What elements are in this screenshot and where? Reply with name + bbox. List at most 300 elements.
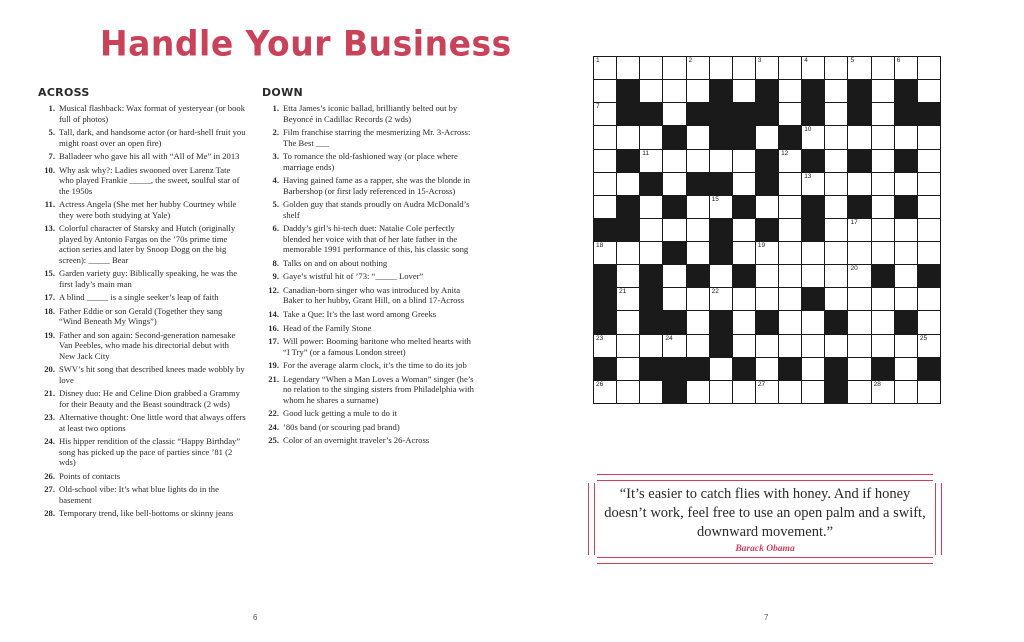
grid-cell[interactable] [640, 150, 662, 172]
clue-number: 11. [44, 199, 55, 210]
clue-number: 4. [272, 175, 279, 186]
grid-cell[interactable] [687, 80, 709, 102]
grid-cell[interactable] [617, 126, 639, 148]
quote-text: “It’s easier to catch flies with honey. And if honey doesn’t work, feel free to use an open palm and a swift, downward movement.” [604, 486, 926, 540]
grid-cell[interactable] [895, 173, 917, 195]
grid-cell[interactable] [895, 358, 917, 380]
grid-cell[interactable] [710, 57, 732, 79]
grid-cell[interactable] [848, 57, 870, 79]
grid-cell[interactable] [802, 265, 824, 287]
black-square [825, 381, 847, 403]
clue-text: Old-school vibe: It’s what blue lights do in the basement [59, 484, 219, 505]
grid-cell[interactable] [848, 311, 870, 333]
across-clue [38, 364, 246, 385]
across-clue [38, 127, 246, 148]
clue-number: 23. [44, 412, 55, 423]
across-heading: ACROSS [38, 86, 90, 99]
across-clue [38, 165, 246, 196]
grid-cell[interactable] [710, 381, 732, 403]
cell-number: 13 [804, 172, 812, 180]
grid-cell[interactable] [779, 173, 801, 195]
grid-cell[interactable] [733, 219, 755, 241]
grid-cell[interactable] [802, 242, 824, 264]
cell-number: 19 [757, 242, 766, 250]
across-list [38, 103, 246, 518]
clue-number: 17. [268, 336, 279, 347]
grid-cell[interactable] [872, 196, 894, 218]
black-square [848, 103, 870, 125]
grid-cell[interactable] [617, 335, 639, 357]
grid-cell[interactable] [895, 381, 917, 403]
down-clues [262, 88, 474, 449]
clue-text: Daddy’s girl’s hi-tech duet: Natalie Cole perfectly blended her voice with that of her late father in the memorable 1991 performance of this, his classic song [283, 223, 469, 255]
clue-number: 5. [272, 199, 279, 210]
black-square [710, 103, 732, 125]
black-square [802, 103, 824, 125]
black-square [779, 126, 801, 148]
black-square [710, 311, 732, 333]
grid-cell[interactable] [779, 57, 801, 79]
grid-cell[interactable] [733, 57, 755, 79]
cell-number: 26 [596, 380, 604, 388]
clue-text: Father and son again: Second-generation namesake Van Peebles, who made his directorial debut with New Jack City [59, 329, 236, 361]
grid-cell[interactable] [918, 311, 940, 333]
grid-cell[interactable] [825, 126, 847, 148]
clue-text: Musical flashback: Wax format of yesteryear (or book full of photos) [59, 103, 245, 124]
grid-cell[interactable] [848, 173, 870, 195]
grid-cell[interactable] [710, 150, 732, 172]
grid-cell[interactable] [756, 57, 778, 79]
down-clue [262, 151, 474, 172]
grid-cell[interactable] [848, 358, 870, 380]
grid-cell[interactable] [779, 196, 801, 218]
black-square [687, 103, 709, 125]
black-square [663, 311, 685, 333]
black-square [848, 80, 870, 102]
grid-cell[interactable] [594, 335, 616, 357]
grid-cell[interactable] [594, 242, 616, 264]
clue-text: Canadian-born singer who was introduced by Anita Baker to her hubby, Grant Hill, on a blind 17-Across [283, 285, 465, 306]
grid-cell[interactable] [663, 57, 685, 79]
clue-number: 24. [268, 421, 279, 432]
clue-number: 1. [272, 103, 279, 114]
grid-cell[interactable] [779, 311, 801, 333]
grid-cell[interactable] [895, 288, 917, 310]
black-square [594, 358, 616, 380]
grid-cell[interactable] [640, 196, 662, 218]
grid-cell[interactable] [710, 265, 732, 287]
grid-cell[interactable] [825, 80, 847, 102]
grid-cell[interactable] [756, 265, 778, 287]
grid-cell[interactable] [756, 335, 778, 357]
grid-cell[interactable] [687, 311, 709, 333]
black-square [756, 219, 778, 241]
grid-cell[interactable] [756, 288, 778, 310]
clue-text: Temporary trend, like bell-bottoms or skinny jeans [59, 508, 234, 519]
grid-cell[interactable] [687, 126, 709, 148]
grid-cell[interactable] [687, 335, 709, 357]
grid-cell[interactable] [687, 150, 709, 172]
black-square [895, 196, 917, 218]
grid-cell[interactable] [617, 173, 639, 195]
grid-cell[interactable] [872, 335, 894, 357]
grid-cell[interactable] [617, 381, 639, 403]
grid-cell[interactable] [663, 335, 685, 357]
clue-text: Etta James’s iconic ballad, brilliantly belted out by Beyoncé in Cadillac Records (2 wds) [283, 103, 458, 124]
black-square [663, 126, 685, 148]
clue-text: Actress Angela (She met her hubby Courtney while they were both studying at Yale) [59, 199, 237, 220]
black-square [802, 196, 824, 218]
grid-cell[interactable] [918, 288, 940, 310]
grid-cell[interactable] [733, 242, 755, 264]
black-square [640, 265, 662, 287]
grid-cell[interactable] [594, 196, 616, 218]
grid-cell[interactable] [895, 126, 917, 148]
grid-cell[interactable] [733, 150, 755, 172]
grid-cell[interactable] [687, 57, 709, 79]
black-square [756, 311, 778, 333]
grid-cell[interactable] [733, 288, 755, 310]
grid-cell[interactable] [802, 358, 824, 380]
black-square [687, 265, 709, 287]
grid-cell[interactable] [825, 335, 847, 357]
grid-cell[interactable] [872, 150, 894, 172]
grid-cell[interactable] [872, 242, 894, 264]
grid-cell[interactable] [825, 288, 847, 310]
clue-number: 24. [44, 436, 55, 447]
grid-cell[interactable] [918, 173, 940, 195]
grid-cell[interactable] [663, 288, 685, 310]
clue-text: Disney duo: He and Celine Dion grabbed a Grammy for their Beauty and the Beast soundtrack (2 wds) [59, 388, 240, 409]
grid-cell[interactable] [918, 57, 940, 79]
grid-cell[interactable] [779, 219, 801, 241]
black-square [733, 358, 755, 380]
clue-number: 3. [272, 151, 279, 162]
clue-number: 26. [44, 470, 55, 481]
clue-number: 6. [272, 223, 279, 234]
clue-text: To romance the old-fashioned way (or place where marriage ends) [283, 151, 458, 172]
clue-text: Film franchise starring the mesmerizing Mr. 3-Across: The Best ___ [283, 127, 471, 148]
black-square [872, 265, 894, 287]
grid-cell[interactable] [802, 57, 824, 79]
down-heading: DOWN [262, 86, 304, 99]
grid-cell[interactable] [918, 196, 940, 218]
black-square [663, 242, 685, 264]
cell-number: 28 [873, 380, 881, 388]
grid-cell[interactable] [872, 126, 894, 148]
cell-number: 12 [781, 149, 789, 157]
across-clue [38, 484, 246, 505]
grid-cell[interactable] [872, 381, 894, 403]
grid-cell[interactable] [594, 173, 616, 195]
grid-cell[interactable] [640, 126, 662, 148]
grid-cell[interactable] [663, 219, 685, 241]
down-clue [262, 374, 474, 405]
grid-cell[interactable] [918, 80, 940, 102]
clue-text: Colorful character of Starsky and Hutch (originally played by Antonio Fargas on the ’70s prime time action series and later by Snoop Dogg on the big screen): _____ Bear [59, 223, 236, 265]
grid-cell[interactable] [779, 335, 801, 357]
grid-cell[interactable] [872, 57, 894, 79]
grid-cell[interactable] [872, 288, 894, 310]
clue-number: 20. [44, 364, 55, 375]
grid-cell[interactable] [895, 335, 917, 357]
grid-cell[interactable] [663, 80, 685, 102]
clue-text: For the average alarm clock, it’s the time to do its job [283, 360, 467, 371]
cell-number: 4 [804, 57, 808, 64]
down-clue [262, 271, 474, 281]
grid-cell[interactable] [825, 173, 847, 195]
down-clue [262, 103, 474, 124]
grid-cell[interactable] [895, 57, 917, 79]
page-number-right: 7 [764, 613, 769, 622]
across-clues [38, 88, 246, 522]
grid-cell[interactable] [663, 173, 685, 195]
crossword-grid[interactable] [593, 56, 941, 404]
grid-cell[interactable] [617, 288, 639, 310]
grid-cell[interactable] [733, 381, 755, 403]
grid-cell[interactable] [779, 103, 801, 125]
grid-cell[interactable] [802, 335, 824, 357]
cell-number: 22 [711, 288, 719, 296]
black-square [640, 103, 662, 125]
clue-number: 10. [44, 165, 55, 175]
grid-cell[interactable] [640, 57, 662, 79]
black-square [802, 288, 824, 310]
clue-text: SWV’s hit song that described knees made wobbly by love [59, 364, 245, 385]
cell-number: 3 [757, 57, 762, 64]
clue-number: 14. [268, 309, 279, 319]
grid-cell[interactable] [918, 219, 940, 241]
grid-cell[interactable] [895, 219, 917, 241]
clue-number: 28. [44, 508, 55, 519]
cell-number: 6 [896, 57, 901, 64]
clue-number: 9. [272, 271, 279, 282]
grid-cell[interactable] [663, 265, 685, 287]
down-clue [262, 199, 474, 220]
grid-cell[interactable] [756, 381, 778, 403]
down-clue [262, 223, 474, 254]
clue-number: 12. [268, 285, 279, 295]
grid-cell[interactable] [617, 311, 639, 333]
black-square [640, 311, 662, 333]
grid-cell[interactable] [594, 103, 616, 125]
black-square [825, 311, 847, 333]
grid-cell[interactable] [872, 173, 894, 195]
grid-cell[interactable] [848, 335, 870, 357]
black-square [594, 265, 616, 287]
grid-cell[interactable] [756, 358, 778, 380]
cell-number: 1 [596, 57, 600, 64]
black-square [710, 335, 732, 357]
clue-text: Golden guy that stands proudly on Audra McDonald’s shelf [283, 199, 470, 220]
grid-cell[interactable] [848, 219, 870, 241]
clue-text: Gaye’s wistful hit of ’73: “_____ Lover” [283, 271, 424, 282]
grid-cell[interactable] [895, 265, 917, 287]
grid-cell[interactable] [663, 150, 685, 172]
black-square [710, 126, 732, 148]
cell-number: 11 [642, 149, 650, 157]
black-square [640, 358, 662, 380]
grid-cell[interactable] [594, 80, 616, 102]
cell-number: 17 [850, 218, 858, 226]
grid-cell[interactable] [617, 242, 639, 264]
grid-cell[interactable] [825, 57, 847, 79]
black-square [756, 80, 778, 102]
clue-text: Having gained fame as a rapper, she was the blonde in Barbershop (or first lady referenced in 15-Across) [283, 175, 470, 196]
down-clue [262, 435, 474, 445]
grid-cell[interactable] [825, 103, 847, 125]
grid-cell[interactable] [594, 126, 616, 148]
grid-cell[interactable] [825, 265, 847, 287]
clue-number: 5. [48, 127, 55, 138]
across-clue [38, 223, 246, 265]
black-square [848, 150, 870, 172]
grid-cell[interactable] [733, 311, 755, 333]
grid-cell[interactable] [687, 242, 709, 264]
across-clue [38, 151, 246, 161]
clue-number: 27. [44, 484, 55, 495]
grid-cell[interactable] [594, 381, 616, 403]
black-square [895, 80, 917, 102]
grid-cell[interactable] [779, 150, 801, 172]
grid-cell[interactable] [733, 335, 755, 357]
clue-number: 25. [268, 435, 279, 446]
grid-cell[interactable] [617, 57, 639, 79]
grid-cell[interactable] [872, 311, 894, 333]
grid-cell[interactable] [687, 219, 709, 241]
across-clue [38, 199, 246, 220]
grid-cell[interactable] [756, 196, 778, 218]
grid-cell[interactable] [756, 242, 778, 264]
grid-cell[interactable] [848, 242, 870, 264]
grid-cell[interactable] [872, 80, 894, 102]
black-square [594, 219, 616, 241]
clue-text: Color of an overnight traveler’s 26-Across [283, 435, 430, 446]
grid-cell[interactable] [918, 126, 940, 148]
grid-cell[interactable] [848, 288, 870, 310]
grid-cell[interactable] [594, 57, 616, 79]
black-square [733, 126, 755, 148]
black-square [710, 173, 732, 195]
grid-cell[interactable] [733, 173, 755, 195]
grid-cell[interactable] [802, 173, 824, 195]
black-square [617, 150, 639, 172]
cell-number: 10 [804, 126, 812, 134]
black-square [779, 358, 801, 380]
clue-text: Tall, dark, and handsome actor (or hard-shell fruit you might roast over an open fire) [59, 127, 246, 148]
grid-cell[interactable] [872, 219, 894, 241]
black-square [710, 80, 732, 102]
grid-cell[interactable] [872, 103, 894, 125]
clue-text: Legendary “When a Man Loves a Woman” singer (he’s no relation to the singing sisters from Philadelphia with whom he shares a surname) [283, 373, 474, 405]
cell-number: 27 [757, 380, 766, 388]
clue-number: 1. [48, 103, 55, 114]
quote-corner-bl [587, 555, 597, 565]
grid-cell[interactable] [640, 80, 662, 102]
grid-cell[interactable] [848, 126, 870, 148]
grid-cell[interactable] [594, 150, 616, 172]
grid-cell[interactable] [918, 150, 940, 172]
cell-number: 15 [711, 195, 719, 203]
grid-cell[interactable] [710, 288, 732, 310]
clue-text: Will power: Booming baritone who melted hearts with “I Try” (or a famous London street) [283, 336, 471, 357]
grid-cell[interactable] [640, 381, 662, 403]
across-clue [38, 412, 246, 433]
across-clue [38, 508, 246, 518]
grid-cell[interactable] [825, 219, 847, 241]
grid-cell[interactable] [848, 265, 870, 287]
clue-number: 19. [44, 329, 55, 340]
grid-cell[interactable] [779, 80, 801, 102]
black-square [825, 358, 847, 380]
grid-cell[interactable] [825, 242, 847, 264]
grid-cell[interactable] [687, 196, 709, 218]
grid-cell[interactable] [825, 150, 847, 172]
grid-cell[interactable] [802, 311, 824, 333]
black-square [617, 103, 639, 125]
black-square [895, 150, 917, 172]
black-square [640, 173, 662, 195]
page-title: Handle Your Business [100, 23, 512, 64]
grid-cell[interactable] [687, 381, 709, 403]
down-list [262, 103, 474, 445]
grid-cell[interactable] [617, 265, 639, 287]
grid-cell[interactable] [779, 381, 801, 403]
grid-cell[interactable] [918, 335, 940, 357]
grid-cell[interactable] [640, 242, 662, 264]
cell-number: 18 [596, 242, 604, 250]
grid-cell[interactable] [733, 80, 755, 102]
grid-cell[interactable] [825, 196, 847, 218]
black-square [872, 358, 894, 380]
across-clue [38, 292, 246, 302]
grid-cell[interactable] [895, 242, 917, 264]
grid-cell[interactable] [640, 219, 662, 241]
grid-cell[interactable] [918, 242, 940, 264]
clue-text: Balladeer who gave his all with “All of Me” in 2013 [59, 151, 240, 162]
grid-cell[interactable] [663, 103, 685, 125]
clue-number: 16. [268, 322, 279, 333]
grid-cell[interactable] [756, 126, 778, 148]
grid-cell[interactable] [710, 196, 732, 218]
cell-number: 21 [619, 288, 627, 296]
grid-cell[interactable] [640, 335, 662, 357]
down-clue [262, 127, 474, 148]
clue-number: 8. [272, 257, 279, 268]
black-square [710, 219, 732, 241]
grid-cell[interactable] [617, 358, 639, 380]
cell-number: 7 [596, 103, 600, 111]
grid-cell[interactable] [779, 242, 801, 264]
grid-cell[interactable] [687, 288, 709, 310]
grid-cell[interactable] [802, 126, 824, 148]
black-square [733, 103, 755, 125]
clue-text: Garden variety guy: Biblically speaking, he was the first lady’s main man [59, 268, 238, 289]
clue-number: 19. [268, 360, 279, 371]
grid-cell[interactable] [848, 381, 870, 403]
black-square [617, 80, 639, 102]
grid-cell[interactable] [779, 288, 801, 310]
grid-cell[interactable] [779, 265, 801, 287]
grid-cell[interactable] [710, 358, 732, 380]
quote-corner-br [933, 555, 943, 565]
clue-text: Father Eddie or son Gerald (Together they sang “Wind Beneath My Wings”) [59, 305, 223, 327]
black-square [640, 288, 662, 310]
black-square [918, 358, 940, 380]
grid-cell[interactable] [918, 381, 940, 403]
black-square [617, 219, 639, 241]
grid-cell[interactable] [802, 381, 824, 403]
